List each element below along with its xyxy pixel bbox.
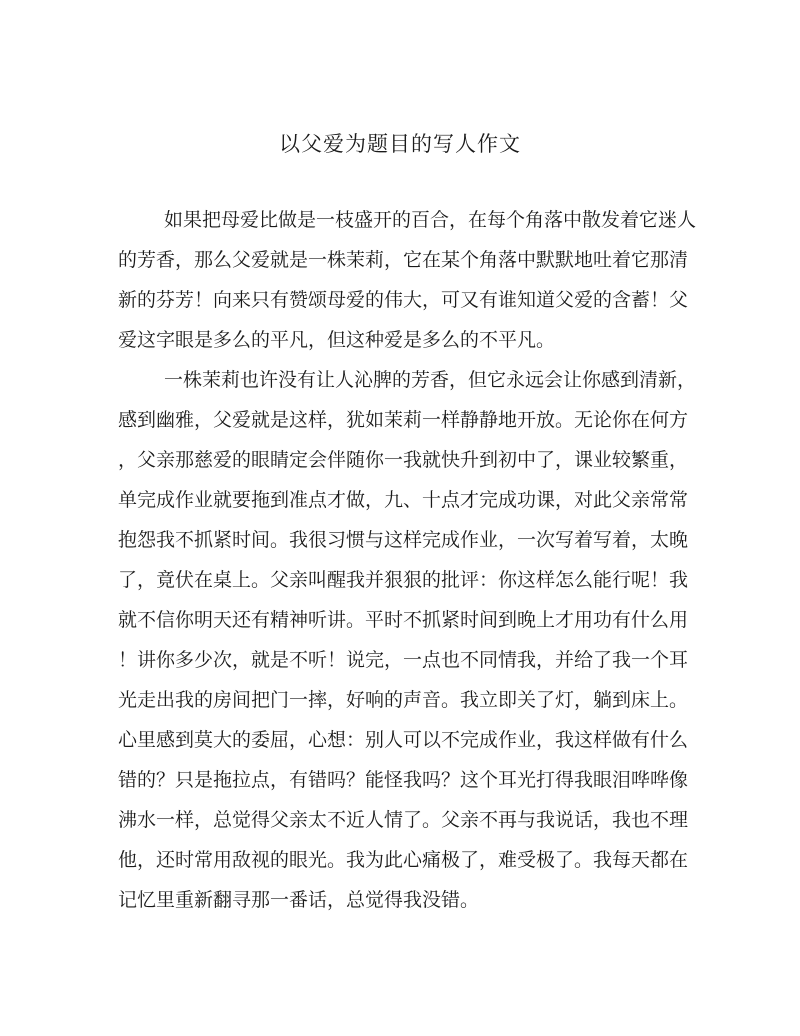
text-line: 记忆里重新翻寻那一番话，总觉得我没错。 xyxy=(118,889,480,911)
text-line: ！讲你多少次，就是不听！说完，一点也不同情我，并给了我一个耳 xyxy=(118,649,689,671)
text-line: 心里感到莫大的委屈，心想：别人可以不完成作业，我这样做有什么 xyxy=(118,729,689,751)
text-line: 光走出我的房间把门一摔，好响的声音。我立即关了灯，躺到床上。 xyxy=(118,689,689,711)
text-line: 沸水一样，总觉得父亲太不近人情了。父亲不再与我说话，我也不理 xyxy=(118,809,689,831)
text-line: 了，竟伏在桌上。父亲叫醒我并狠狠的批评：你这样怎么能行呢！我 xyxy=(118,569,689,591)
document-title: 以父爱为题目的写人作文 xyxy=(279,132,521,156)
text-line: 的芳香，那么父爱就是一株茉莉，它在某个角落中默默地吐着它那清 xyxy=(118,249,689,271)
paragraph-1 xyxy=(118,200,697,360)
text-line: 他，还时常用敌视的眼光。我为此心痛极了，难受极了。我每天都在 xyxy=(118,849,689,871)
text-line: 抱怨我不抓紧时间。我很习惯与这样完成作业，一次写着写着，太晚 xyxy=(118,529,689,551)
text-line: 单完成作业就要拖到准点才做，九、十点才完成功课，对此父亲常常 xyxy=(118,489,689,511)
text-line: ，父亲那慈爱的眼睛定会伴随你一我就快升到初中了，课业较繁重， xyxy=(118,449,689,471)
document-body xyxy=(118,200,697,920)
text-line: 新的芬芳！向来只有赞颂母爱的伟大，可又有谁知道父爱的含蓄！父 xyxy=(118,289,689,311)
text-line: 爱这字眼是多么的平凡，但这种爱是多么的不平凡。 xyxy=(118,329,556,351)
text-line: 错的？只是拖拉点，有错吗？能怪我吗？这个耳光打得我眼泪哗哗像 xyxy=(118,769,689,791)
paragraph-2 xyxy=(118,360,697,920)
text-line: 感到幽雅，父爱就是这样，犹如茉莉一样静静地开放。无论你在何方 xyxy=(118,409,689,431)
text-line: 如果把母爱比做是一枝盛开的百合，在每个角落中散发着它迷人 xyxy=(164,209,697,231)
text-line: 一株茉莉也许没有让人沁脾的芳香，但它永远会让你感到清新， xyxy=(164,369,697,391)
text-line: 就不信你明天还有精神听讲。平时不抓紧时间到晚上才用功有什么用 xyxy=(118,609,689,631)
